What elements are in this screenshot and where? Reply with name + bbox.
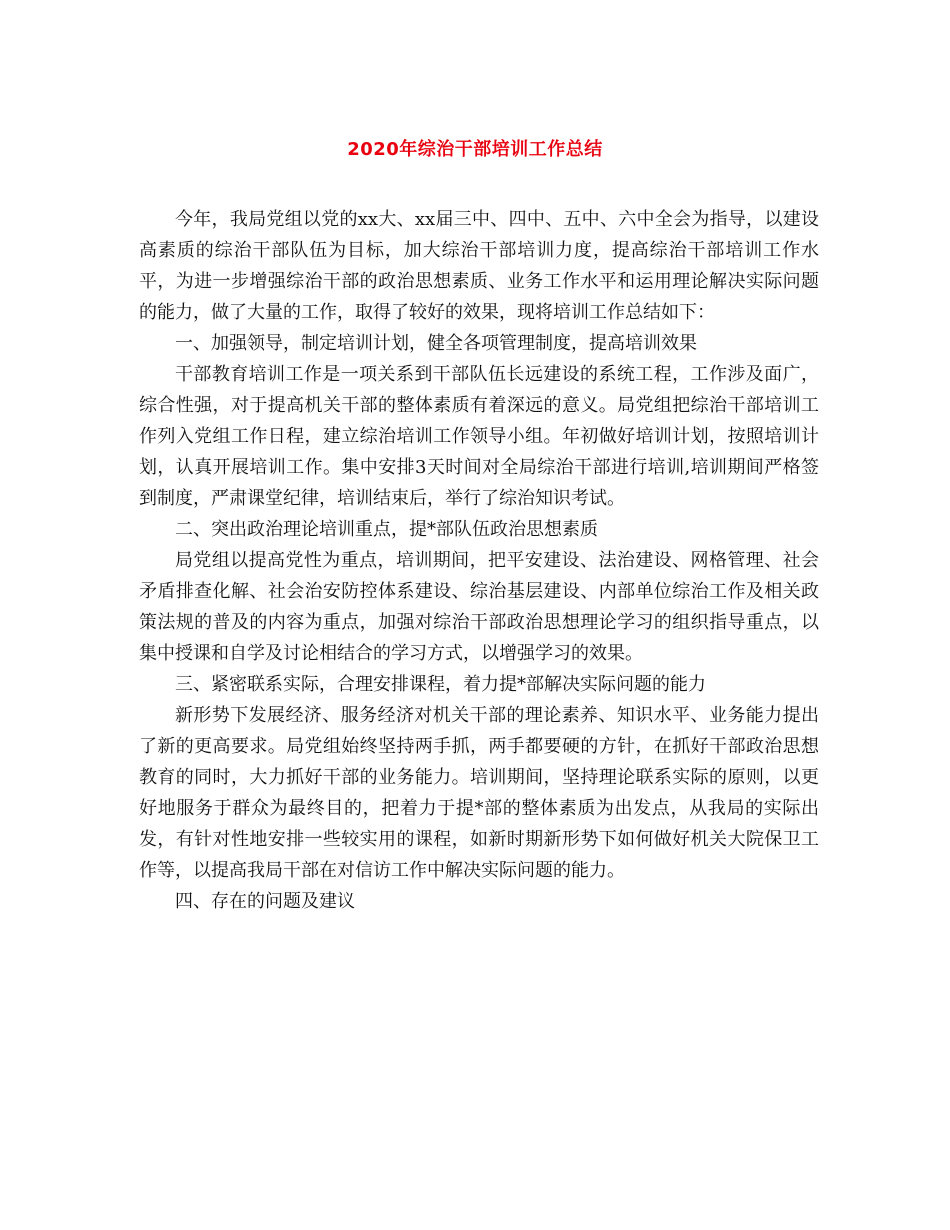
paragraph-section-1: 干部教育培训工作是一项关系到干部队伍长远建设的系统工程，工作涉及面广，综合性强，对于提高机关干部的整体素质有着深远的意义。局党组把综治干部培训工作列入党组工作日程，建立综治培训工作领导小组。年初做好培训计划，按照培训计划，认真开展培训工作。集中安排3天时间对全局综治干部进行培训,培训期间严格签到制度，严肃课堂纪律，培训结束后，举行了综治知识考试。	[139, 364, 819, 509]
paragraph-section-2: 局党组以提高党性为重点，培训期间，把平安建设、法治建设、网格管理、社会矛盾排查化解、社会治安防控体系建设、综治基层建设、内部单位综治工作及相关政策法规的普及的内容为重点，加强对综治干部政治思想理论学习的组织指导重点，以集中授课和自学及讨论相结合的学习方式，以增强学习的效果。	[139, 550, 819, 664]
section-heading-2: 二、突出政治理论培训重点，提*部队伍政治思想素质	[175, 519, 598, 540]
section-heading-1: 一、加强领导，制定培训计划，健全各项管理制度，提高培训效果	[175, 333, 697, 354]
paragraph-intro: 今年，我局党组以党的xx大、xx届三中、四中、五中、六中全会为指导，以建设高素质的综治干部队伍为目标，加大综治干部培训力度，提高综治干部培训工作水平，为进一步增强综治干部的政治思想素质、业务工作水平和运用理论解决实际问题的能力，做了大量的工作，取得了较好的效果，现将培训工作总结如下：	[139, 209, 819, 323]
section-heading-4: 四、存在的问题及建议	[175, 891, 355, 912]
section-heading-3: 三、紧密联系实际，合理安排课程，着力提*部解决实际问题的能力	[175, 674, 706, 695]
document-title: 2020年综治干部培训工作总结	[347, 139, 603, 160]
document-body	[139, 204, 819, 917]
paragraph-section-3: 新形势下发展经济、服务经济对机关干部的理论素养、知识水平、业务能力提出了新的更高要求。局党组始终坚持两手抓，两手都要硬的方针，在抓好干部政治思想教育的同时，大力抓好干部的业务能力。培训期间，坚持理论联系实际的原则，以更好地服务于群众为最终目的，把着力于提*部的整体素质为出发点，从我局的实际出发，有针对性地安排一些较实用的课程，如新时期新形势下如何做好机关大院保卫工作等，以提高我局干部在对信访工作中解决实际问题的能力。	[139, 705, 819, 881]
